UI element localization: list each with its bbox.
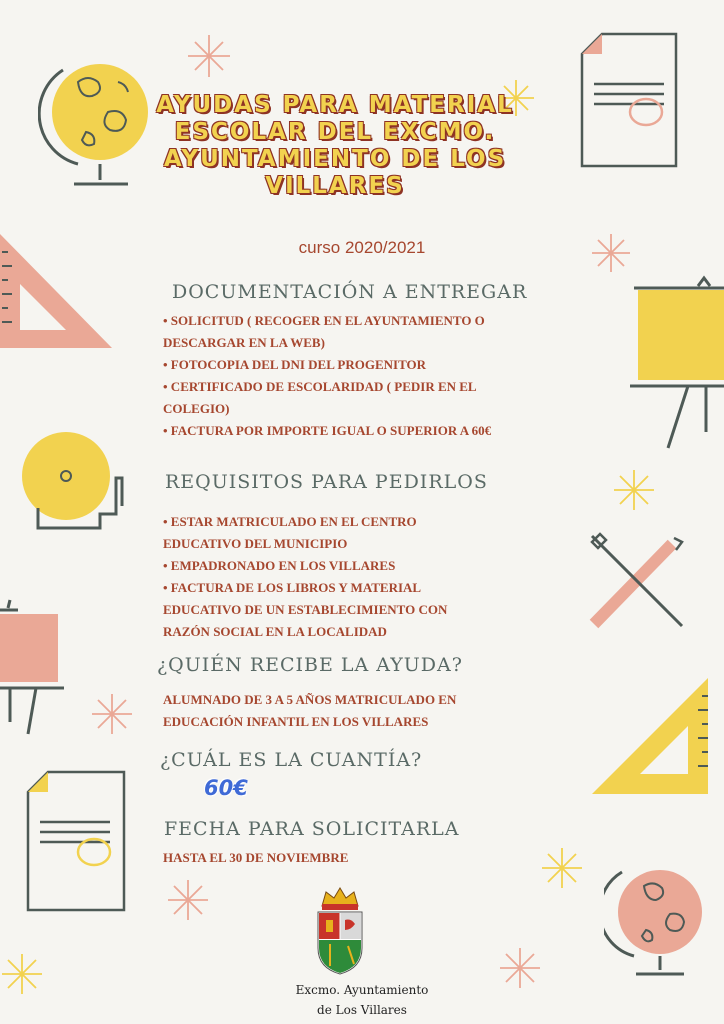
section-heading-fecha: FECHA PARA SOLICITARLA	[164, 818, 460, 840]
list-item: • FACTURA DE LOS LIBROS Y MATERIAL EDUCATIVO DE UN ESTABLECIMIENTO CON RAZÓN SOCIAL EN LA LOCALIDAD	[163, 580, 448, 639]
footer-line1: Excmo. Ayuntamiento	[295, 983, 429, 997]
easel-icon	[0, 598, 68, 738]
sparkle-icon	[90, 692, 134, 736]
section-heading-documentacion: DOCUMENTACIÓN A ENTREGAR	[172, 281, 528, 303]
document-icon	[26, 770, 126, 912]
footer	[0, 980, 724, 1020]
page-title: AYUDAS PARA MATERIAL ESCOLAR DEL EXCMO. AYUNTAMIENTO DE LOS VILLARES	[156, 92, 514, 199]
list-item: • EMPADRONADO EN LOS VILLARES	[163, 558, 396, 573]
sparkle-icon	[540, 846, 584, 890]
globe-icon	[604, 860, 708, 980]
amount-value: 60€	[204, 776, 248, 800]
course-subtitle: curso 2020/2021	[298, 238, 426, 257]
fecha-text: HASTA EL 30 DE NOVIEMBRE	[163, 850, 349, 865]
quien-text: ALUMNADO DE 3 A 5 AÑOS MATRICULADO EN EDUCACIÓN INFANTIL EN LOS VILLARES	[163, 692, 457, 729]
globe-icon	[38, 52, 148, 192]
coat-of-arms-icon	[312, 884, 368, 976]
list-item: • FACTURA POR IMPORTE IGUAL O SUPERIOR A 60€	[163, 423, 492, 438]
easel-icon	[628, 272, 724, 452]
list-item: • FOTOCOPIA DEL DNI DEL PROGENITOR	[163, 357, 427, 372]
footer-line2: de Los Villares	[317, 1003, 407, 1017]
section-heading-cuantia: ¿CUÁL ES LA CUANTÍA?	[160, 749, 423, 771]
sparkle-icon	[612, 468, 656, 512]
pencil-pen-icon	[586, 532, 688, 630]
list-item: • ESTAR MATRICULADO EN EL CENTRO EDUCATIVO DEL MUNICIPIO	[163, 514, 417, 551]
sparkle-icon	[166, 878, 210, 922]
list-item: • SOLICITUD ( RECOGER EN EL AYUNTAMIENTO O DESCARGAR EN LA WEB)	[163, 313, 485, 350]
set-square-icon	[590, 676, 710, 796]
document-icon	[580, 32, 680, 168]
documentacion-list	[163, 310, 513, 442]
section-heading-quien: ¿QUIÉN RECIBE LA AYUDA?	[157, 654, 463, 676]
bell-icon	[20, 430, 130, 535]
section-heading-requisitos: REQUISITOS PARA PEDIRLOS	[165, 471, 488, 493]
list-item: • CERTIFICADO DE ESCOLARIDAD ( PEDIR EN EL COLEGIO)	[163, 379, 476, 416]
sparkle-icon	[186, 33, 232, 79]
requisitos-list	[163, 511, 483, 643]
